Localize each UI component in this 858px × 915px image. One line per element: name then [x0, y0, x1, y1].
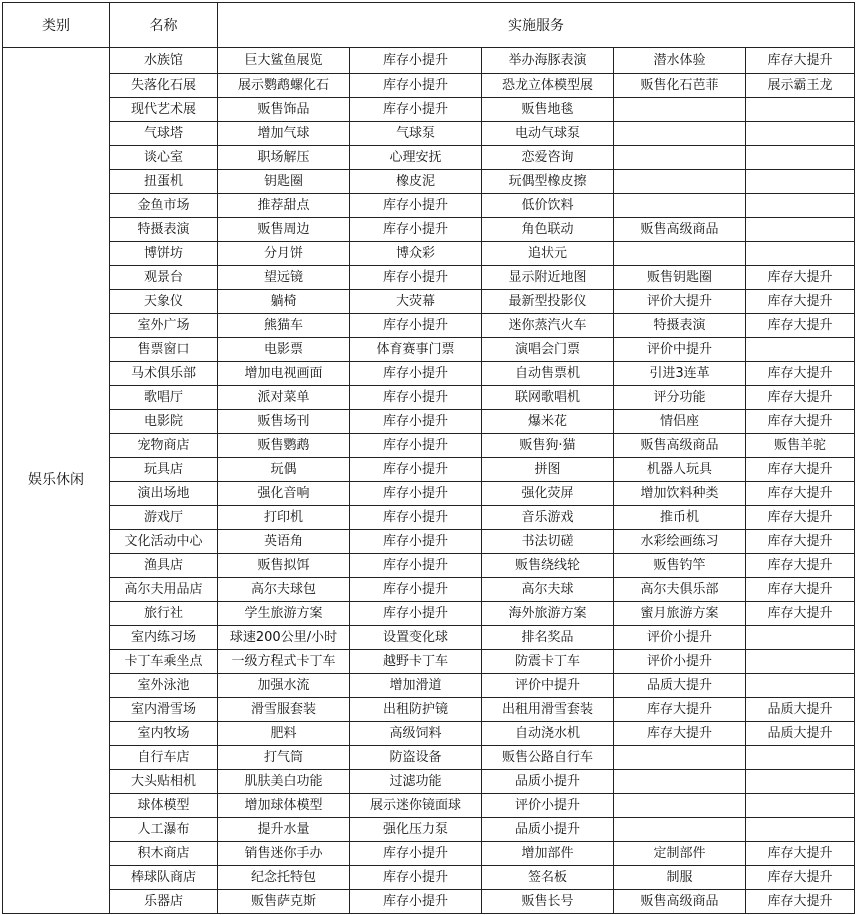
- table-row: [3, 554, 855, 578]
- service-5-cell: 库存大提升: [746, 890, 855, 914]
- service-1-cell: 增加球体模型: [218, 794, 350, 818]
- service-1-cell: 熊猫车: [218, 314, 350, 338]
- service-2-cell: 防盗设备: [350, 746, 482, 770]
- service-3-cell: 联网歌唱机: [482, 386, 614, 410]
- service-3-cell: 贩售地毯: [482, 98, 614, 122]
- table-row: [3, 842, 855, 866]
- service-2-cell: 库存小提升: [350, 578, 482, 602]
- service-1-cell: 贩售周边: [218, 218, 350, 242]
- service-5-cell: [746, 146, 855, 170]
- table-body: [3, 48, 855, 914]
- service-4-cell: 潜水体验: [614, 48, 746, 74]
- service-4-cell: 推币机: [614, 506, 746, 530]
- service-1-cell: 英语角: [218, 530, 350, 554]
- service-3-cell: 排名奖品: [482, 626, 614, 650]
- header-row: [3, 3, 855, 48]
- table-row: [3, 794, 855, 818]
- table-row: [3, 362, 855, 386]
- service-3-cell: 评价小提升: [482, 794, 614, 818]
- service-4-cell: 定制部件: [614, 842, 746, 866]
- service-3-cell: 防震卡丁车: [482, 650, 614, 674]
- service-4-cell: 评价中提升: [614, 338, 746, 362]
- service-5-cell: [746, 122, 855, 146]
- facility-name-cell: 室内练习场: [110, 626, 218, 650]
- service-4-cell: 机器人玩具: [614, 458, 746, 482]
- table-row: [3, 698, 855, 722]
- table-row: [3, 578, 855, 602]
- service-4-cell: 评价小提升: [614, 650, 746, 674]
- service-5-cell: [746, 218, 855, 242]
- facility-name-cell: 售票窗口: [110, 338, 218, 362]
- service-4-cell: 蜜月旅游方案: [614, 602, 746, 626]
- service-4-cell: [614, 242, 746, 266]
- facility-name-cell: 马术俱乐部: [110, 362, 218, 386]
- table-row: [3, 650, 855, 674]
- table-row: [3, 410, 855, 434]
- service-3-cell: 演唱会门票: [482, 338, 614, 362]
- service-1-cell: 躺椅: [218, 290, 350, 314]
- service-4-cell: 库存大提升: [614, 722, 746, 746]
- service-1-cell: 销售迷你手办: [218, 842, 350, 866]
- service-1-cell: 贩售萨克斯: [218, 890, 350, 914]
- service-5-cell: [746, 818, 855, 842]
- service-4-cell: [614, 770, 746, 794]
- service-1-cell: 职场解压: [218, 146, 350, 170]
- table-row: [3, 626, 855, 650]
- service-1-cell: 贩售场刊: [218, 410, 350, 434]
- service-1-cell: 滑雪服套装: [218, 698, 350, 722]
- service-2-cell: 库存小提升: [350, 602, 482, 626]
- table-row: [3, 194, 855, 218]
- table-row: [3, 770, 855, 794]
- service-3-cell: 低价饮料: [482, 194, 614, 218]
- service-2-cell: 出租防护镜: [350, 698, 482, 722]
- table-row: [3, 170, 855, 194]
- service-4-cell: [614, 146, 746, 170]
- service-2-cell: 库存小提升: [350, 482, 482, 506]
- service-2-cell: 心理安抚: [350, 146, 482, 170]
- table-row: [3, 530, 855, 554]
- table-row: [3, 146, 855, 170]
- service-4-cell: 品质大提升: [614, 674, 746, 698]
- service-2-cell: 库存小提升: [350, 74, 482, 98]
- service-1-cell: 钥匙圈: [218, 170, 350, 194]
- service-2-cell: 体育赛事门票: [350, 338, 482, 362]
- facility-name-cell: 球体模型: [110, 794, 218, 818]
- service-3-cell: 出租用滑雪套装: [482, 698, 614, 722]
- service-1-cell: 学生旅游方案: [218, 602, 350, 626]
- service-5-cell: [746, 746, 855, 770]
- service-2-cell: 展示迷你镜面球: [350, 794, 482, 818]
- facility-name-cell: 博饼坊: [110, 242, 218, 266]
- table-row: [3, 818, 855, 842]
- service-4-cell: [614, 194, 746, 218]
- service-2-cell: 库存小提升: [350, 458, 482, 482]
- service-5-cell: [746, 170, 855, 194]
- service-5-cell: 库存大提升: [746, 506, 855, 530]
- service-4-cell: 评分功能: [614, 386, 746, 410]
- service-2-cell: 库存小提升: [350, 530, 482, 554]
- facility-name-cell: 扭蛋机: [110, 170, 218, 194]
- service-2-cell: 库存小提升: [350, 98, 482, 122]
- facility-name-cell: 卡丁车乘坐点: [110, 650, 218, 674]
- service-3-cell: 角色联动: [482, 218, 614, 242]
- service-3-cell: 拼图: [482, 458, 614, 482]
- service-4-cell: [614, 794, 746, 818]
- facility-name-cell: 文化活动中心: [110, 530, 218, 554]
- service-3-cell: 最新型投影仪: [482, 290, 614, 314]
- service-4-cell: 贩售高级商品: [614, 890, 746, 914]
- service-1-cell: 加强水流: [218, 674, 350, 698]
- header-services: 实施服务: [218, 3, 855, 48]
- service-4-cell: 增加饮料种类: [614, 482, 746, 506]
- service-2-cell: 库存小提升: [350, 554, 482, 578]
- service-5-cell: [746, 194, 855, 218]
- table-row: [3, 746, 855, 770]
- service-1-cell: 纪念托特包: [218, 866, 350, 890]
- service-2-cell: 越野卡丁车: [350, 650, 482, 674]
- service-3-cell: 贩售绕线轮: [482, 554, 614, 578]
- service-5-cell: 库存大提升: [746, 554, 855, 578]
- service-1-cell: 分月饼: [218, 242, 350, 266]
- category-cell: 娱乐休闲: [3, 48, 110, 914]
- service-2-cell: 库存小提升: [350, 266, 482, 290]
- service-2-cell: 博众彩: [350, 242, 482, 266]
- table-row: [3, 674, 855, 698]
- table-row: [3, 98, 855, 122]
- service-3-cell: 贩售狗·猫: [482, 434, 614, 458]
- service-4-cell: 情侣座: [614, 410, 746, 434]
- service-4-cell: 评价大提升: [614, 290, 746, 314]
- facility-name-cell: 电影院: [110, 410, 218, 434]
- service-3-cell: 评价中提升: [482, 674, 614, 698]
- service-3-cell: 爆米花: [482, 410, 614, 434]
- service-3-cell: 追状元: [482, 242, 614, 266]
- service-3-cell: 迷你蒸汽火车: [482, 314, 614, 338]
- service-5-cell: 库存大提升: [746, 530, 855, 554]
- table-row: [3, 314, 855, 338]
- service-5-cell: [746, 650, 855, 674]
- service-1-cell: 增加气球: [218, 122, 350, 146]
- service-5-cell: 品质大提升: [746, 698, 855, 722]
- service-1-cell: 高尔夫球包: [218, 578, 350, 602]
- service-4-cell: 评价小提升: [614, 626, 746, 650]
- service-3-cell: 品质小提升: [482, 770, 614, 794]
- table-row: [3, 458, 855, 482]
- facility-name-cell: 宠物商店: [110, 434, 218, 458]
- table-row: [3, 386, 855, 410]
- service-3-cell: 自动浇水机: [482, 722, 614, 746]
- service-5-cell: [746, 770, 855, 794]
- facility-name-cell: 金鱼市场: [110, 194, 218, 218]
- service-5-cell: 库存大提升: [746, 482, 855, 506]
- service-2-cell: 大荧幕: [350, 290, 482, 314]
- service-5-cell: [746, 794, 855, 818]
- table-row: [3, 242, 855, 266]
- service-1-cell: 贩售饰品: [218, 98, 350, 122]
- facility-name-cell: 观景台: [110, 266, 218, 290]
- service-5-cell: 品质大提升: [746, 722, 855, 746]
- service-2-cell: 库存小提升: [350, 48, 482, 74]
- service-2-cell: 库存小提升: [350, 506, 482, 530]
- facility-name-cell: 气球塔: [110, 122, 218, 146]
- facility-name-cell: 歌唱厅: [110, 386, 218, 410]
- table-row: [3, 266, 855, 290]
- facility-service-table: [2, 2, 855, 914]
- service-3-cell: 音乐游戏: [482, 506, 614, 530]
- service-1-cell: 推荐甜点: [218, 194, 350, 218]
- table-row: [3, 722, 855, 746]
- table-row: [3, 506, 855, 530]
- service-4-cell: 引进3连革: [614, 362, 746, 386]
- service-1-cell: 球速200公里/小时: [218, 626, 350, 650]
- service-1-cell: 一级方程式卡丁车: [218, 650, 350, 674]
- service-2-cell: 库存小提升: [350, 386, 482, 410]
- service-3-cell: 高尔夫球: [482, 578, 614, 602]
- service-1-cell: 强化音响: [218, 482, 350, 506]
- facility-name-cell: 室外广场: [110, 314, 218, 338]
- facility-name-cell: 谈心室: [110, 146, 218, 170]
- facility-name-cell: 旅行社: [110, 602, 218, 626]
- service-1-cell: 电影票: [218, 338, 350, 362]
- service-5-cell: 库存大提升: [746, 866, 855, 890]
- facility-name-cell: 积木商店: [110, 842, 218, 866]
- table-row: [3, 290, 855, 314]
- service-3-cell: 贩售长号: [482, 890, 614, 914]
- service-4-cell: [614, 122, 746, 146]
- service-3-cell: 恋爱咨询: [482, 146, 614, 170]
- facility-name-cell: 大头贴相机: [110, 770, 218, 794]
- table-row: [3, 218, 855, 242]
- service-3-cell: 强化荧屏: [482, 482, 614, 506]
- service-2-cell: 库存小提升: [350, 362, 482, 386]
- service-3-cell: 品质小提升: [482, 818, 614, 842]
- service-2-cell: 库存小提升: [350, 218, 482, 242]
- facility-name-cell: 高尔夫用品店: [110, 578, 218, 602]
- service-1-cell: 望远镜: [218, 266, 350, 290]
- table-row: [3, 122, 855, 146]
- service-5-cell: 库存大提升: [746, 314, 855, 338]
- service-4-cell: 贩售钓竿: [614, 554, 746, 578]
- service-5-cell: 库存大提升: [746, 602, 855, 626]
- table-row: [3, 338, 855, 362]
- service-5-cell: [746, 674, 855, 698]
- service-2-cell: 橡皮泥: [350, 170, 482, 194]
- facility-name-cell: 现代艺术展: [110, 98, 218, 122]
- service-3-cell: 自动售票机: [482, 362, 614, 386]
- service-1-cell: 打气筒: [218, 746, 350, 770]
- facility-name-cell: 棒球队商店: [110, 866, 218, 890]
- service-3-cell: 增加部件: [482, 842, 614, 866]
- service-2-cell: 库存小提升: [350, 434, 482, 458]
- service-4-cell: 贩售化石芭菲: [614, 74, 746, 98]
- service-1-cell: 巨大鲨鱼展览: [218, 48, 350, 74]
- service-4-cell: 库存大提升: [614, 698, 746, 722]
- service-5-cell: 库存大提升: [746, 842, 855, 866]
- service-5-cell: 库存大提升: [746, 290, 855, 314]
- service-5-cell: 展示霸王龙: [746, 74, 855, 98]
- service-5-cell: 贩售羊驼: [746, 434, 855, 458]
- service-3-cell: 显示附近地图: [482, 266, 614, 290]
- service-5-cell: [746, 338, 855, 362]
- service-1-cell: 打印机: [218, 506, 350, 530]
- service-3-cell: 签名板: [482, 866, 614, 890]
- service-3-cell: 书法切磋: [482, 530, 614, 554]
- service-1-cell: 贩售拟饵: [218, 554, 350, 578]
- service-5-cell: [746, 626, 855, 650]
- service-4-cell: 贩售高级商品: [614, 218, 746, 242]
- table-row: [3, 434, 855, 458]
- service-2-cell: 库存小提升: [350, 410, 482, 434]
- service-3-cell: 恐龙立体模型展: [482, 74, 614, 98]
- service-4-cell: 水彩绘画练习: [614, 530, 746, 554]
- service-1-cell: 肌肤美白功能: [218, 770, 350, 794]
- facility-name-cell: 演出场地: [110, 482, 218, 506]
- table-row: [3, 48, 855, 74]
- service-1-cell: 增加电视画面: [218, 362, 350, 386]
- service-1-cell: 展示鹦鹉螺化石: [218, 74, 350, 98]
- facility-name-cell: 水族馆: [110, 48, 218, 74]
- service-5-cell: 库存大提升: [746, 410, 855, 434]
- table-row: [3, 74, 855, 98]
- header-name: 名称: [110, 3, 218, 48]
- facility-name-cell: 室外泳池: [110, 674, 218, 698]
- service-2-cell: 气球泵: [350, 122, 482, 146]
- facility-name-cell: 玩具店: [110, 458, 218, 482]
- service-5-cell: 库存大提升: [746, 266, 855, 290]
- service-4-cell: 贩售高级商品: [614, 434, 746, 458]
- service-2-cell: 库存小提升: [350, 314, 482, 338]
- service-4-cell: 特摄表演: [614, 314, 746, 338]
- service-5-cell: [746, 98, 855, 122]
- table-row: [3, 482, 855, 506]
- service-2-cell: 库存小提升: [350, 194, 482, 218]
- service-2-cell: 增加滑道: [350, 674, 482, 698]
- service-1-cell: 派对菜单: [218, 386, 350, 410]
- service-3-cell: 电动气球泵: [482, 122, 614, 146]
- service-1-cell: 玩偶: [218, 458, 350, 482]
- service-1-cell: 贩售鹦鹉: [218, 434, 350, 458]
- service-2-cell: 库存小提升: [350, 842, 482, 866]
- facility-name-cell: 失落化石展: [110, 74, 218, 98]
- facility-name-cell: 游戏厅: [110, 506, 218, 530]
- service-4-cell: [614, 170, 746, 194]
- facility-name-cell: 天象仪: [110, 290, 218, 314]
- service-5-cell: 库存大提升: [746, 48, 855, 74]
- service-4-cell: [614, 98, 746, 122]
- service-2-cell: 设置变化球: [350, 626, 482, 650]
- facility-name-cell: 室内滑雪场: [110, 698, 218, 722]
- service-2-cell: 库存小提升: [350, 866, 482, 890]
- service-2-cell: 过滤功能: [350, 770, 482, 794]
- service-3-cell: 玩偶型橡皮擦: [482, 170, 614, 194]
- table-row: [3, 890, 855, 914]
- facility-name-cell: 室内牧场: [110, 722, 218, 746]
- service-3-cell: 举办海豚表演: [482, 48, 614, 74]
- facility-name-cell: 自行车店: [110, 746, 218, 770]
- service-5-cell: 库存大提升: [746, 458, 855, 482]
- service-3-cell: 贩售公路自行车: [482, 746, 614, 770]
- header-category: 类别: [3, 3, 110, 48]
- service-5-cell: 库存大提升: [746, 386, 855, 410]
- service-3-cell: 海外旅游方案: [482, 602, 614, 626]
- service-5-cell: 库存大提升: [746, 362, 855, 386]
- table-row: [3, 602, 855, 626]
- service-4-cell: 制服: [614, 866, 746, 890]
- facility-name-cell: 特摄表演: [110, 218, 218, 242]
- facility-name-cell: 乐器店: [110, 890, 218, 914]
- facility-name-cell: 人工瀑布: [110, 818, 218, 842]
- service-4-cell: 贩售钥匙圈: [614, 266, 746, 290]
- service-4-cell: 高尔夫俱乐部: [614, 578, 746, 602]
- service-5-cell: [746, 242, 855, 266]
- service-2-cell: 库存小提升: [350, 890, 482, 914]
- service-1-cell: 提升水量: [218, 818, 350, 842]
- service-2-cell: 高级饲料: [350, 722, 482, 746]
- service-4-cell: [614, 746, 746, 770]
- table-row: [3, 866, 855, 890]
- service-1-cell: 肥料: [218, 722, 350, 746]
- service-2-cell: 强化压力泵: [350, 818, 482, 842]
- service-5-cell: 库存大提升: [746, 578, 855, 602]
- facility-name-cell: 渔具店: [110, 554, 218, 578]
- service-4-cell: [614, 818, 746, 842]
